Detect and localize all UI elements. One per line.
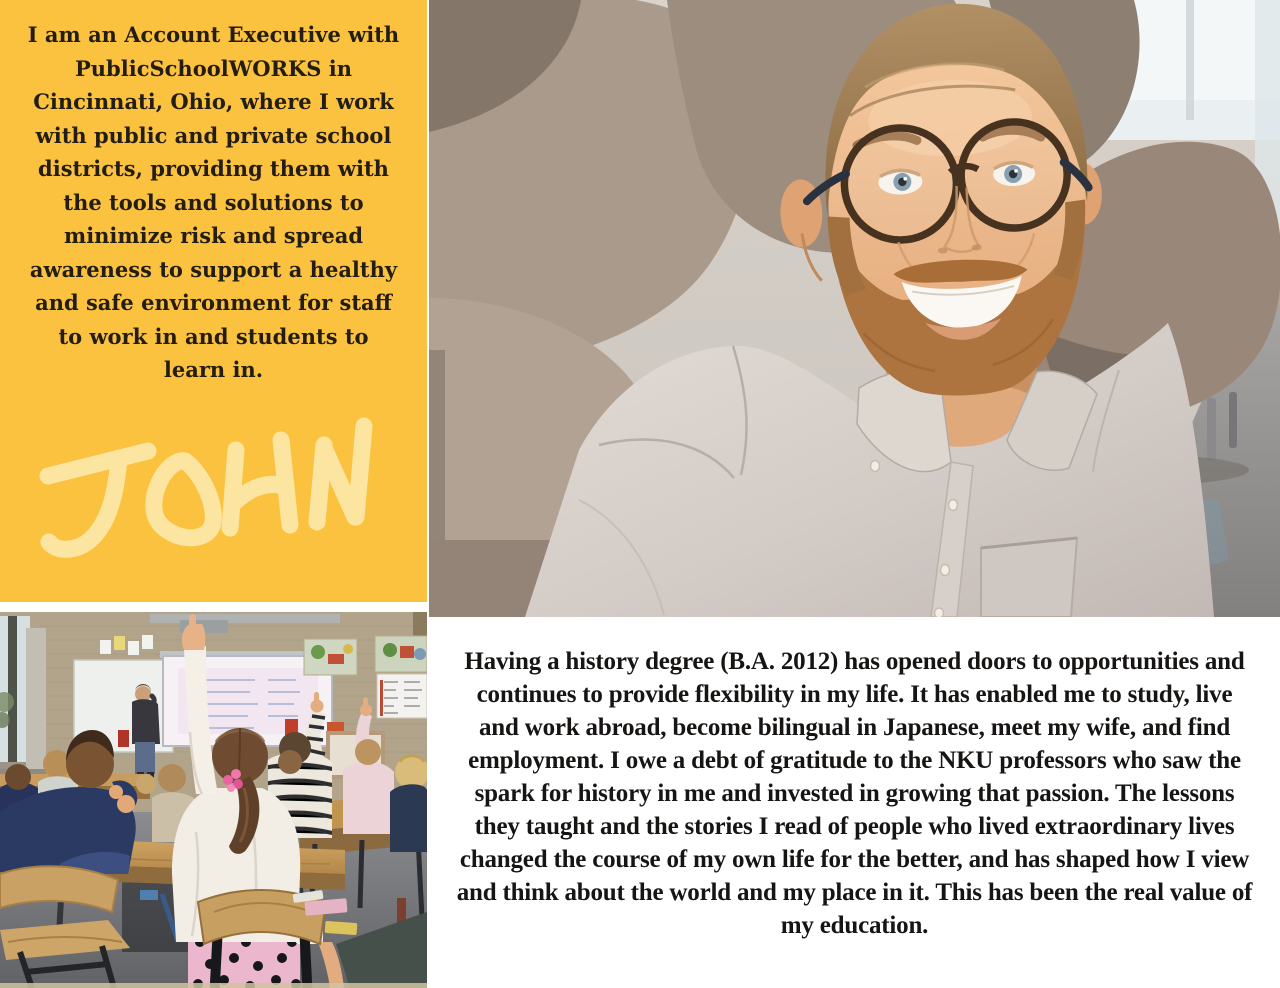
paper-yellow [325, 921, 358, 935]
bio-paragraph: Having a history degree (B.A. 2012) has opened doors to opportunities and continues to provide flexibility in my life. It has enabled me to study, live and work abroad, become bilingual in Japanese, meet my wife, and find employment. I owe a debt of gratitude to the NKU professors who saw the spark for history in me and invested in growing that passion. The lessons they taught and the stories I read of people who lived extraordinary lives changed the course of my own life for the better, and has shaped how I view and think about the world and my place in it. This has been the real value of my education. [456, 648, 1253, 939]
pointing-finger [189, 614, 196, 632]
intro-card [0, 0, 427, 602]
name-text [0, 0, 1, 1]
word-chart [377, 674, 427, 718]
intro-paragraph: I am an Account Executive with PublicSchoolWORKS in Cincinnati, Ohio, where I work with public and private school districts, providing them with the tools and solutions to minimize risk and spread awareness to support a healthy and safe environment for staff to work in and students to learn in. [27, 22, 400, 382]
john-handwritten-text [28, 412, 400, 577]
classroom-photo [0, 612, 427, 988]
letter-j [48, 451, 148, 476]
letter-o [154, 461, 213, 538]
ceiling-beam [150, 614, 340, 623]
bio-section [429, 617, 1280, 988]
portrait-photo [429, 0, 1280, 617]
letter-h [230, 450, 236, 528]
couch-leg [1207, 398, 1216, 460]
collar-button [871, 461, 880, 472]
floor-edge-strip [0, 983, 427, 988]
chest-pocket [981, 538, 1077, 617]
fire-extinguisher [118, 730, 129, 747]
